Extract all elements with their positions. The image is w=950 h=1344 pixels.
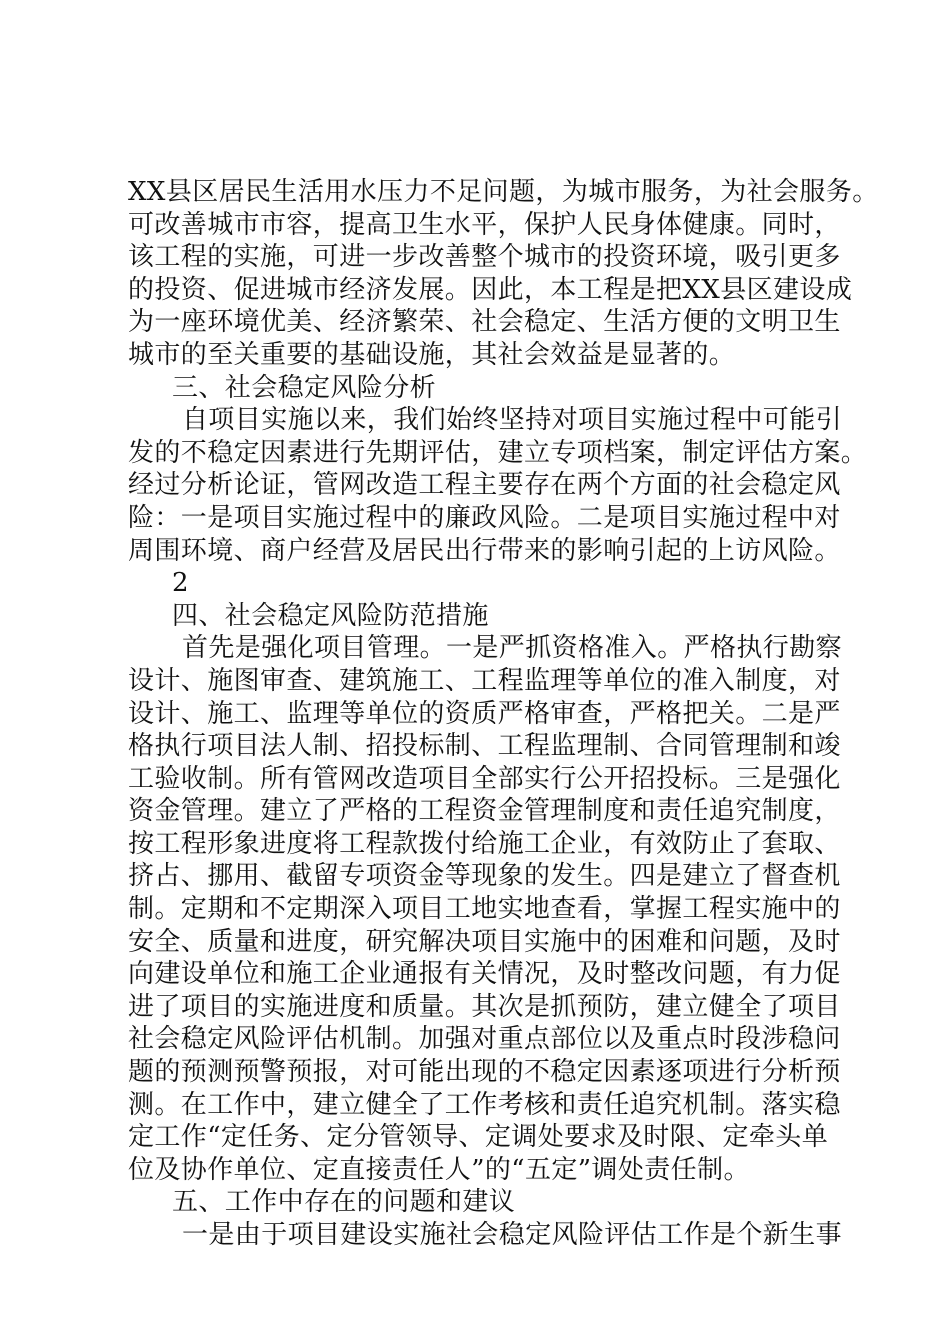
- paragraph-line: 格执行项目法人制、招投标制、工程监理制、合同管理制和竣: [128, 731, 841, 762]
- paragraph-line: 设计、施图审查、建筑施工、工程监理等单位的准入制度，对: [128, 665, 841, 696]
- paragraph-line: 发的不稳定因素进行先期评估，建立专项档案，制定评估方案。: [128, 437, 868, 468]
- paragraph-line: XX县区居民生活用水压力不足问题，为城市服务，为社会服务。: [128, 177, 879, 207]
- document-body: [128, 176, 879, 1252]
- paragraph-line: 资金管理。建立了严格的工程资金管理制度和责任追究制度，: [128, 796, 841, 827]
- paragraph-line: 安全、质量和进度，研究解决项目实施中的困难和问题，及时: [128, 926, 841, 957]
- section-heading: 三、社会稳定风险分析: [172, 372, 437, 403]
- paragraph-line: 为一座环境优美、经济繁荣、社会稳定、生活方便的文明卫生: [128, 307, 841, 338]
- paragraph-line: 制。定期和不定期深入项目工地实地查看，掌握工程实施中的: [128, 894, 841, 925]
- paragraph-line: 险：一是项目实施过程中的廉政风险。二是项目实施过程中对: [128, 502, 841, 533]
- paragraph-line: 经过分析论证，管网改造工程主要存在两个方面的社会稳定风: [128, 470, 841, 501]
- paragraph-line: 向建设单位和施工企业通报有关情况，及时整改问题，有力促: [128, 959, 841, 990]
- paragraph-line: 题的预测预警预报，对可能出现的不稳定因素逐项进行分析预: [128, 1057, 841, 1088]
- paragraph-line: 一是由于项目建设实施社会稳定风险评估工作是个新生事: [182, 1220, 843, 1250]
- paragraph-line: 的投资、促进城市经济发展。因此，本工程是把XX县区建设成: [128, 274, 853, 305]
- paragraph-line: 社会稳定风险评估机制。加强对重点部位以及重点时段涉稳问: [128, 1024, 841, 1055]
- paragraph-line: 首先是强化项目管理。一是严抓资格准入。严格执行勘察: [182, 633, 843, 664]
- paragraph-line: 周围环境、商户经营及居民出行带来的影响引起的上访风险。: [128, 535, 841, 566]
- paragraph-line: 按工程形象进度将工程款拨付给施工企业，有效防止了套取、: [128, 828, 841, 859]
- paragraph-line: 自项目实施以来，我们始终坚持对项目实施过程中可能引: [182, 405, 843, 436]
- paragraph-line: 可改善城市市容，提高卫生水平，保护人民身体健康。同时，: [128, 209, 841, 240]
- paragraph-line: 城市的至关重要的基础设施，其社会效益是显著的。: [128, 339, 736, 370]
- page-number: 2: [172, 568, 189, 599]
- paragraph-line: 设计、施工、监理等单位的资质严格审查，严格把关。二是严: [128, 698, 841, 729]
- paragraph-line: 测。在工作中，建立健全了工作考核和责任追究机制。落实稳: [128, 1089, 841, 1120]
- paragraph-line: 进了项目的实施进度和质量。其次是抓预防，建立健全了项目: [128, 991, 841, 1022]
- paragraph-line: 该工程的实施，可进一步改善整个城市的投资环境，吸引更多: [128, 242, 841, 273]
- section-heading: 四、社会稳定风险防范措施: [172, 600, 489, 631]
- paragraph-line: 工验收制。所有管网改造项目全部实行公开招投标。三是强化: [128, 763, 841, 794]
- paragraph-line: 挤占、挪用、截留专项资金等现象的发生。四是建立了督查机: [128, 861, 841, 892]
- section-heading: 五、工作中存在的问题和建议: [172, 1187, 516, 1218]
- paragraph-line: 定工作“定任务、定分管领导、定调处要求及时限、定牵头单: [128, 1122, 829, 1153]
- paragraph-line: 位及协作单位、定直接责任人”的“五定”调处责任制。: [128, 1154, 750, 1185]
